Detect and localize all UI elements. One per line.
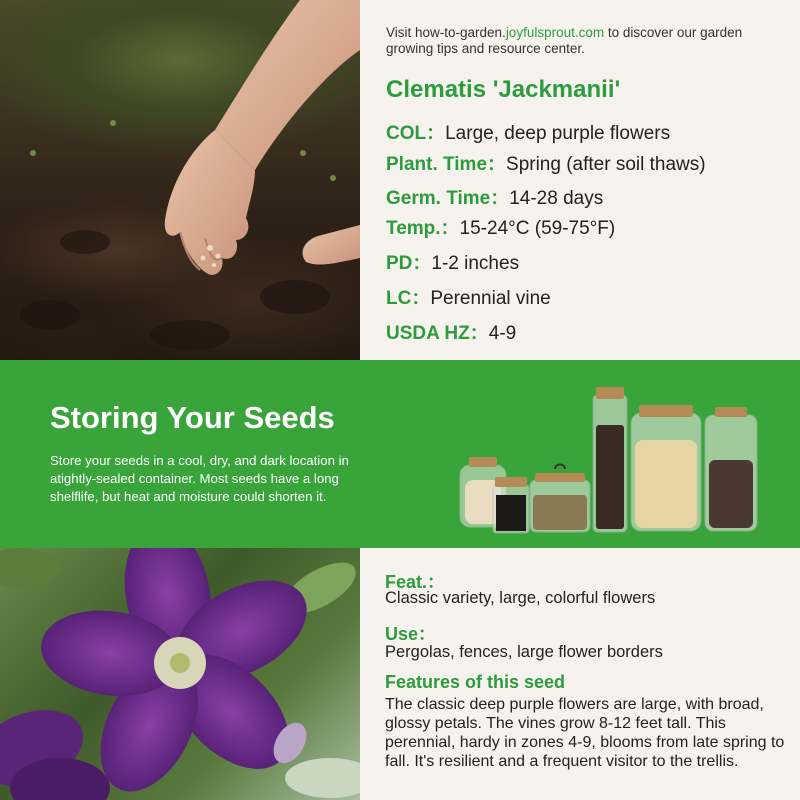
visit-prefix: Visit how-to-garden. [386,25,506,40]
spec-hardiness-zone [386,318,516,345]
storing-seeds-text: Store your seeds in a cool, dry, and dark location in atightly-sealed container. Most seeds have a long shelflife, but heat and moisture could shorten it. [50,453,349,504]
spec-life-cycle [386,283,551,310]
spec-temperature [386,213,615,240]
features-of-seed-text: The classic deep purple flowers are large, with broad, glossy petals. The vines grow 8-12 feet tall. This perennial, hardy in zones 4-9, blooms from late spring to fall. It's resilient and a frequent visitor to the trellis. [385,696,785,770]
feat-text: Classic variety, large, colorful flowers [385,589,656,607]
spec-plant-time [386,149,706,176]
features-of-seed-label: Features of this seed [385,672,566,692]
use-label: Use： [385,624,437,644]
spec-key: LC： [386,288,431,309]
visit-note [386,25,786,57]
hand-sowing-seeds-photo [0,0,360,360]
visit-suffix: to discover our garden growing tips and resource center. [386,25,743,56]
use-text: Pergolas, fences, large flower borders [385,643,663,661]
seed-details-panel [360,548,800,800]
spec-value: 15-24°C (59-75°F) [459,218,616,239]
seed-jars-illustration [455,385,765,535]
spec-planting-depth [386,248,519,275]
plant-title: Clematis 'Jackmanii' [386,76,621,103]
spec-key: Plant. Time： [386,154,507,175]
spec-value: 4-9 [488,323,517,344]
spec-value: 1-2 inches [431,253,520,274]
spec-key: COL： [386,123,446,144]
clematis-flower-photo [0,548,360,800]
spec-key: PD： [386,253,432,274]
clematis-illustration [0,548,360,800]
spec-value: Perennial vine [430,288,551,309]
spec-value: Large, deep purple flowers [445,123,671,144]
spec-value: 14-28 days [509,188,604,209]
storing-seeds-band [0,360,800,548]
storing-seeds-title: Storing Your Seeds [50,400,335,435]
spec-key: Temp.： [386,218,460,239]
plant-info-panel [360,0,800,360]
spec-key: USDA HZ： [386,323,489,344]
spec-color [386,118,670,145]
site-brand-link[interactable]: joyfulsprout.com [505,25,605,40]
feat-label: Feat.： [385,572,446,592]
hand-illustration [0,0,360,360]
spec-key: Germ. Time： [386,188,510,209]
spec-germ-time [386,183,603,210]
spec-value: Spring (after soil thaws) [506,154,706,175]
